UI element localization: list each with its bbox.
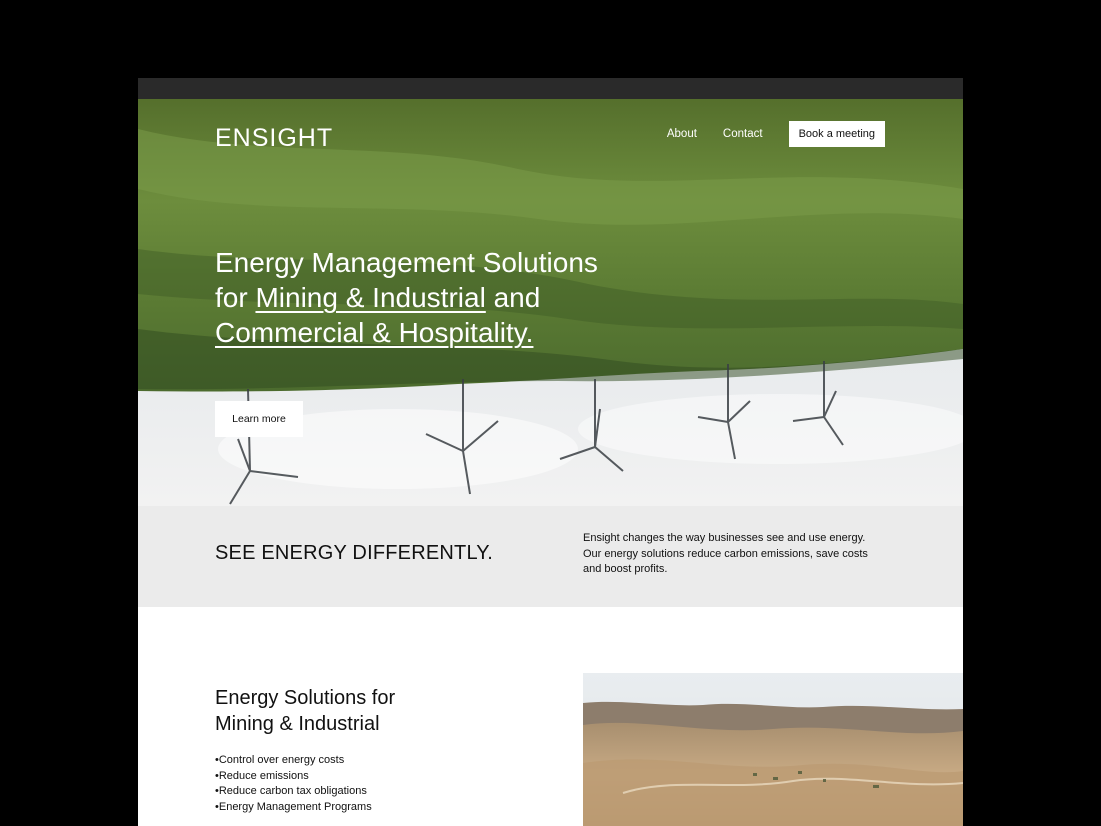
main-nav: [667, 121, 885, 147]
browser-frame: [138, 78, 963, 826]
nav-contact-link[interactable]: Contact: [722, 128, 763, 140]
nav-about-link[interactable]: About: [666, 128, 697, 140]
band-description: Ensight changes the way businesses see and use energy. Our energy solutions reduce carbon emissions, save costs and boost profits.: [583, 532, 868, 575]
browser-top-bar: [138, 78, 963, 99]
hero-title-and: and: [485, 282, 541, 313]
list-item: • Reduce emissions: [215, 769, 372, 785]
ensight-logo[interactable]: ENSIGHT: [215, 124, 334, 152]
learn-more-button[interactable]: Learn more: [215, 401, 303, 437]
book-meeting-button[interactable]: Book a meeting: [789, 121, 885, 147]
list-item: • Reduce carbon tax obligations: [215, 784, 372, 800]
mining-title: Energy Solutions for Mining & Industrial: [215, 687, 396, 735]
hero-title-line1: Energy Management Solutions: [215, 247, 598, 278]
hero-title: [215, 245, 615, 350]
commercial-hospitality-link[interactable]: Commercial & Hospitality.: [215, 317, 534, 348]
hero-title-for: for: [215, 282, 256, 313]
mining-benefits-list: [215, 753, 372, 815]
mining-section: [138, 607, 963, 826]
site-header: [138, 99, 963, 169]
see-energy-band: [138, 506, 963, 607]
band-title: SEE ENERGY DIFFERENTLY.: [215, 542, 494, 564]
mining-industrial-link[interactable]: Mining & Industrial: [255, 282, 486, 313]
mining-landscape-image: [583, 673, 963, 826]
list-item: • Control over energy costs: [215, 753, 372, 769]
list-item: • Energy Management Programs: [215, 800, 372, 816]
hero-section: [138, 99, 963, 506]
